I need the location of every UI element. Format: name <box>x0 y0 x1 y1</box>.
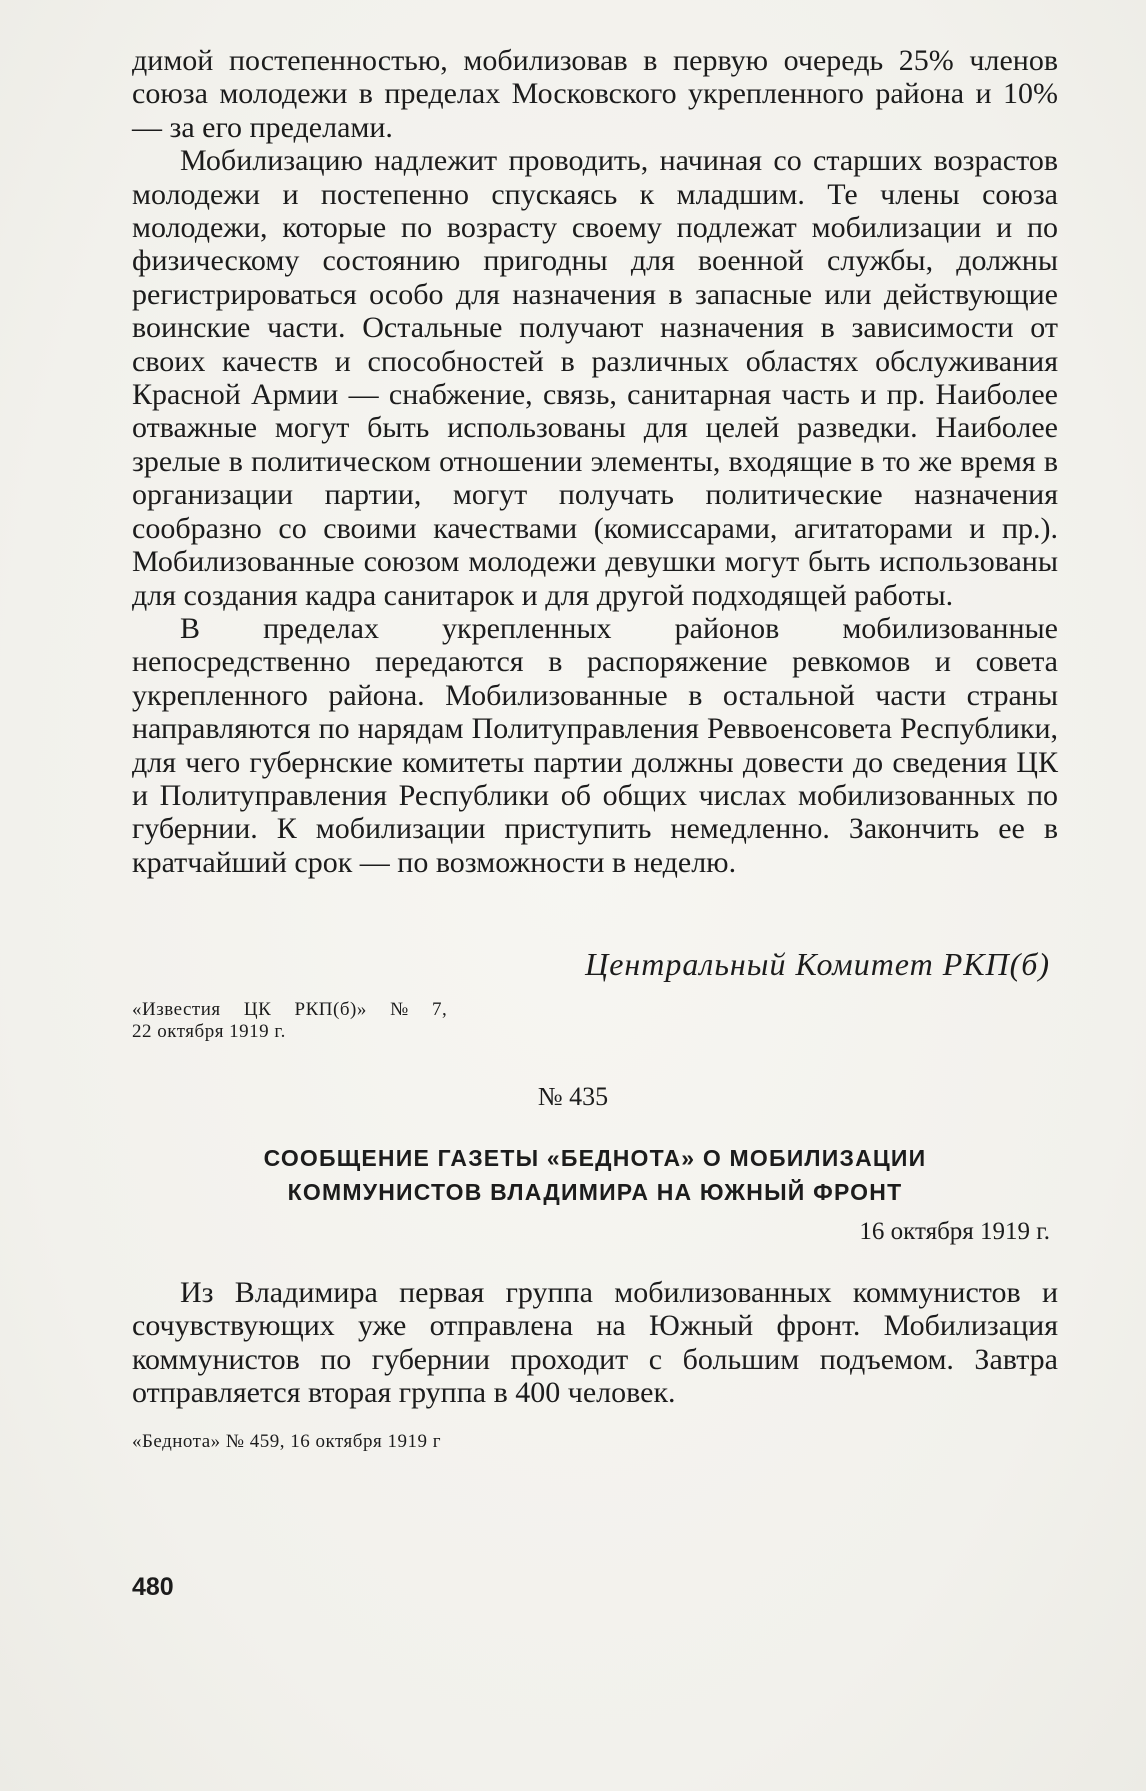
source-citation-bednota: «Беднота» № 459, 16 октября 1919 г <box>132 1431 441 1452</box>
signature: Центральный Комитет РКП(б) <box>585 946 1050 982</box>
document-title-line: КОММУНИСТОВ ВЛАДИМИРА НА ЮЖНЫЙ ФРОНТ <box>287 1179 903 1205</box>
source-citation-line: «Известия ЦК РКП(б)» № 7, <box>132 999 448 1020</box>
paragraph-mobilization-order: Мобилизацию надлежит проводить, начиная со старших возрастов молодежи и постепенно спускаясь к младшим. Те члены союза молодежи, которые по возрасту своему подлежат мобилизации и по физическому состоянию пригодны для военной службы, должны регистрироваться особо для назначения в запасные или действующие воинские части. Остальные получают назначения в зависимости от своих качеств и способностей в различных областях обслуживания Красной Армии — снабжение, связь, санитарная часть и пр. Наиболее отважные могут быть использованы для целей разведки. Наиболее зрелые в политическом отношении элементы, входящие в то же время в организации партии, могут получать политические назначения сообразно со своими качествами (комиссарами, агитаторами и пр.). Мобилизованные союзом молодежи девушки могут быть использованы для создания кадра санитарок и для другой подходящей работы. <box>132 144 1058 612</box>
source-citation-izvestia <box>132 999 532 1043</box>
document-title <box>132 1141 1058 1209</box>
paragraph-vladimir-report: Из Владимира первая группа мобилизованных коммунистов и сочувствующих уже отправлена на Южный фронт. Мобилизация коммунистов по губернии проходит с большим подъемом. Завтра отправляется вторая группа в 400 человек. <box>132 1276 1058 1410</box>
source-citation-line: 22 октября 1919 г. <box>132 1021 286 1042</box>
paragraph-continuation: димой постепенностью, мобилизовав в первую очередь 25% членов союза молодежи в пределах Московского укрепленного района и 10% — за его пределами. <box>132 44 1058 144</box>
paragraph-fortified-regions: В пределах укрепленных районов мобилизованные непосредственно передаются в распоряжение ревкомов и совета укрепленного района. Мобилизованные в остальной части страны направляются по нарядам Политуправления Реввоенсовета Республики, для чего губернские комитеты партии должны довести до сведения ЦК и Политуправления Республики об общих числах мобилизованных по губернии. К мобилизации приступить немедленно. Закончить ее в кратчайший срок — по возможности в неделю. <box>132 611 1058 879</box>
main-text-block <box>132 44 1058 879</box>
report-text-block <box>132 1276 1058 1410</box>
document-title-line: СООБЩЕНИЕ ГАЗЕТЫ «БЕДНОТА» О МОБИЛИЗАЦИИ <box>263 1145 927 1171</box>
page-number: 480 <box>132 1573 174 1601</box>
document-number: № 435 <box>537 1082 609 1111</box>
document-date: 16 октября 1919 г. <box>859 1218 1050 1245</box>
